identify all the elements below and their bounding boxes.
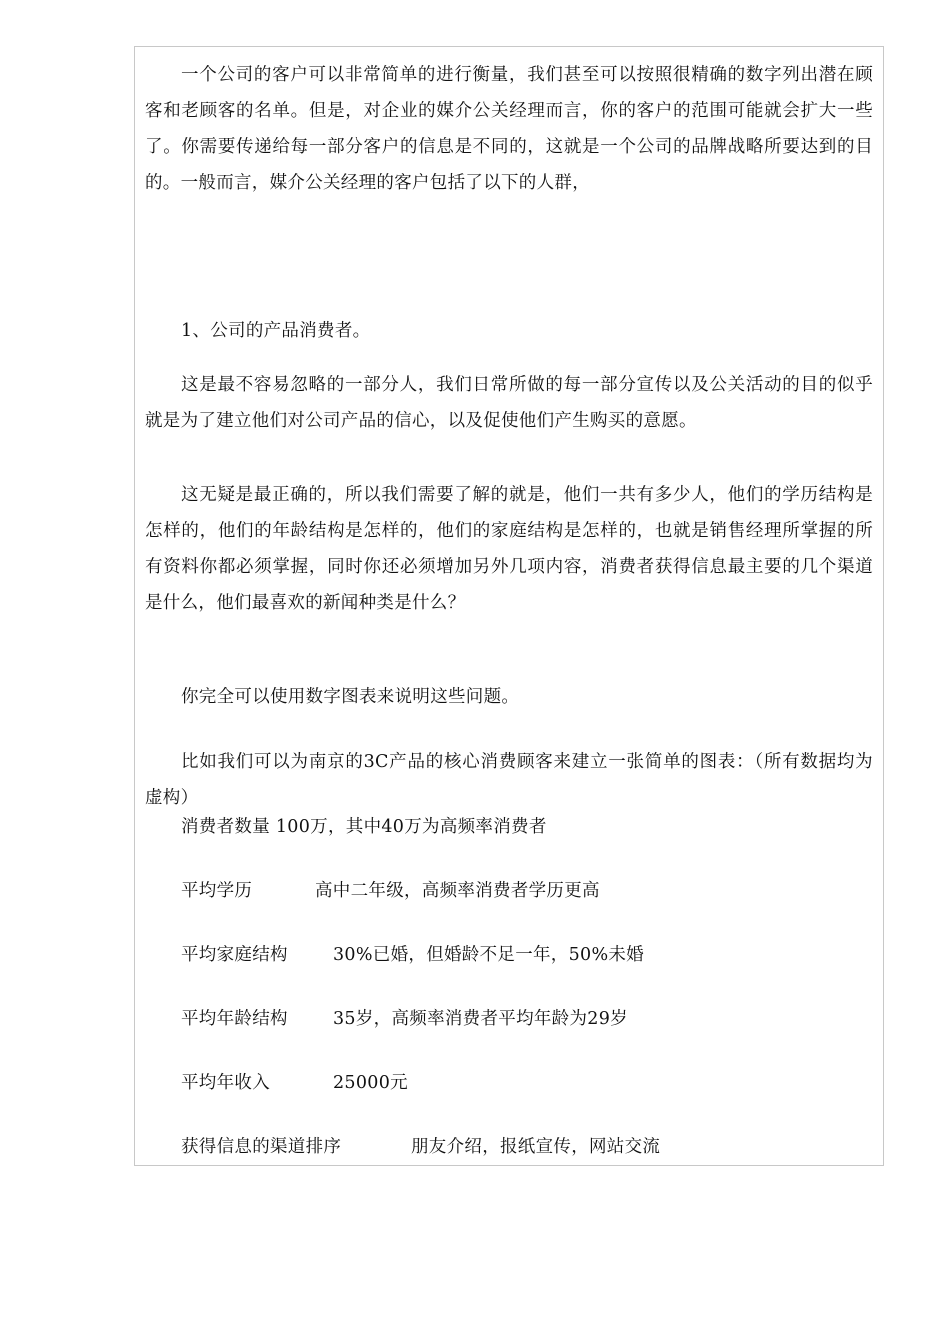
stat-education-label: 平均学历 xyxy=(181,881,253,901)
stat-channels xyxy=(181,1129,661,1165)
paragraph-list-item-1: 1、公司的产品消费者。 xyxy=(181,321,371,341)
paragraph-intro: 一个公司的客户可以非常简单的进行衡量，我们甚至可以按照很精确的数字列出潜在顾客和老顾客的名单。但是，对企业的媒介公关经理而言，你的客户的范围可能就会扩大一些了。你需要传递给每一部分客户的信息是不同的，这就是一个公司的品牌战略所要达到的目的。一般而言，媒介公关经理的客户包括了以下的人群， xyxy=(145,65,873,193)
stat-education xyxy=(181,873,600,909)
stat-income-value: 25000元 xyxy=(333,1073,408,1093)
stat-age xyxy=(181,1001,628,1037)
paragraph-chart-example: 比如我们可以为南京的3C产品的核心消费顾客来建立一张简单的图表：（所有数据均为虚构） xyxy=(145,752,873,808)
paragraph-chart-note: 你完全可以使用数字图表来说明这些问题。 xyxy=(181,687,520,707)
stat-family-value: 30%已婚，但婚龄不足一年，50%未婚 xyxy=(333,945,644,965)
paragraph-consumers-detail: 这无疑是最正确的，所以我们需要了解的就是，他们一共有多少人，他们的学历结构是怎样的，他们的年龄结构是怎样的，他们的家庭结构是怎样的，也就是销售经理所掌握的所有资料你都必须掌握，同时你还必须增加另外几项内容，消费者获得信息最主要的几个渠道是什么，他们最喜欢的新闻种类是什么？ xyxy=(145,485,873,613)
stat-education-value: 高中二年级，高频率消费者学历更高 xyxy=(315,881,600,901)
stat-consumer-count-text: 消费者数量 100万，其中40万为高频率消费者 xyxy=(181,817,547,837)
stat-income-label: 平均年收入 xyxy=(181,1073,270,1093)
stat-channels-value: 朋友介绍，报纸宣传，网站交流 xyxy=(411,1137,661,1157)
stat-channels-label: 获得信息的渠道排序 xyxy=(181,1137,342,1157)
stat-age-value: 35岁，高频率消费者平均年龄为29岁 xyxy=(333,1009,628,1029)
stat-family xyxy=(181,937,644,973)
stat-consumer-count xyxy=(181,809,547,845)
stat-age-label: 平均年龄结构 xyxy=(181,1009,288,1029)
stat-income xyxy=(181,1065,408,1101)
paragraph-consumers-desc: 这是最不容易忽略的一部分人，我们日常所做的每一部分宣传以及公关活动的目的似乎就是为了建立他们对公司产品的信心，以及促使他们产生购买的意愿。 xyxy=(145,375,873,431)
document-frame xyxy=(134,46,884,1166)
stat-family-label: 平均家庭结构 xyxy=(181,945,288,965)
